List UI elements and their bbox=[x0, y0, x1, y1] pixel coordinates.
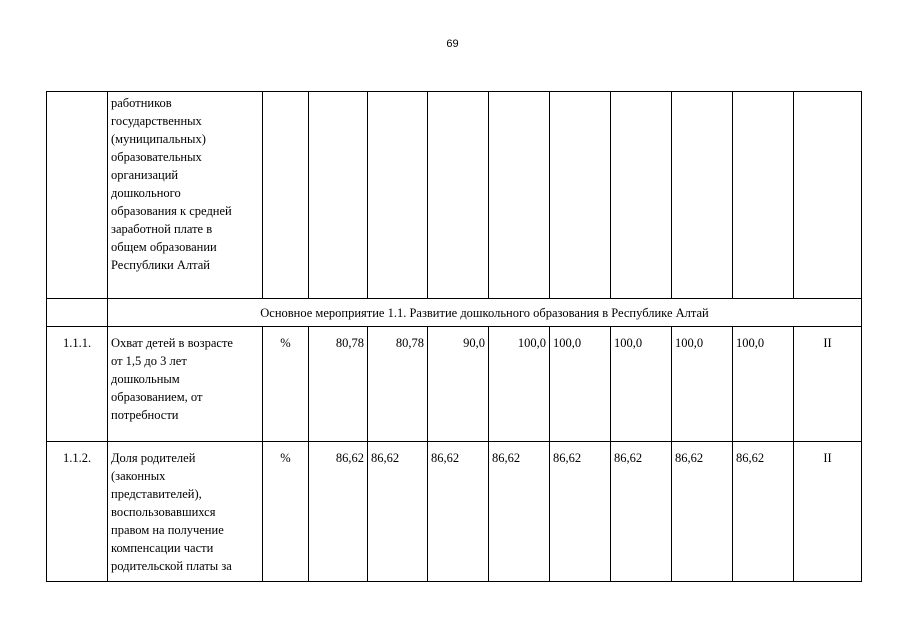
value-cell bbox=[489, 92, 550, 299]
level-cell: II bbox=[794, 327, 862, 442]
value-cell bbox=[550, 92, 611, 299]
value-cell: 86,62 bbox=[368, 442, 428, 582]
row-number-cell bbox=[47, 92, 108, 299]
value-cell: 100,0 bbox=[672, 327, 733, 442]
value-cell: 100,0 bbox=[550, 327, 611, 442]
unit-cell: % bbox=[263, 327, 309, 442]
value-cell: 80,78 bbox=[368, 327, 428, 442]
value-cell bbox=[309, 92, 368, 299]
value-cell bbox=[611, 92, 672, 299]
unit-cell bbox=[263, 92, 309, 299]
indicator-name-cell: Доля родителей (законных представителей), воспользовавшихся правом на получение компенсации части родительской платы за bbox=[108, 442, 263, 582]
section-title: Основное мероприятие 1.1. Развитие дошкольного образования в Республике Алтай bbox=[108, 299, 862, 327]
value-cell bbox=[733, 92, 794, 299]
value-cell: 86,62 bbox=[611, 442, 672, 582]
value-cell: 86,62 bbox=[428, 442, 489, 582]
section-row bbox=[47, 299, 862, 327]
row-number-cell: 1.1.1. bbox=[47, 327, 108, 442]
indicators-table bbox=[46, 91, 862, 582]
page-number: 69 bbox=[446, 38, 459, 50]
value-cell: 100,0 bbox=[489, 327, 550, 442]
value-cell: 86,62 bbox=[733, 442, 794, 582]
table-row bbox=[47, 327, 862, 442]
level-cell bbox=[794, 92, 862, 299]
indicator-name-cell: работников государственных (муниципальных) образовательных организаций дошкольного образования к средней заработной плате в общем образовании Республики Алтай bbox=[108, 92, 263, 299]
value-cell: 90,0 bbox=[428, 327, 489, 442]
value-cell: 100,0 bbox=[611, 327, 672, 442]
value-cell: 86,62 bbox=[672, 442, 733, 582]
row-number-cell bbox=[47, 299, 108, 327]
table-row bbox=[47, 442, 862, 582]
row-number-cell: 1.1.2. bbox=[47, 442, 108, 582]
value-cell: 100,0 bbox=[733, 327, 794, 442]
value-cell: 86,62 bbox=[309, 442, 368, 582]
value-cell bbox=[368, 92, 428, 299]
table-row bbox=[47, 92, 862, 299]
unit-cell: % bbox=[263, 442, 309, 582]
value-cell bbox=[672, 92, 733, 299]
indicator-name-cell: Охват детей в возрасте от 1,5 до 3 лет дошкольным образованием, от потребности bbox=[108, 327, 263, 442]
value-cell: 86,62 bbox=[550, 442, 611, 582]
value-cell: 86,62 bbox=[489, 442, 550, 582]
value-cell bbox=[428, 92, 489, 299]
level-cell: II bbox=[794, 442, 862, 582]
value-cell: 80,78 bbox=[309, 327, 368, 442]
